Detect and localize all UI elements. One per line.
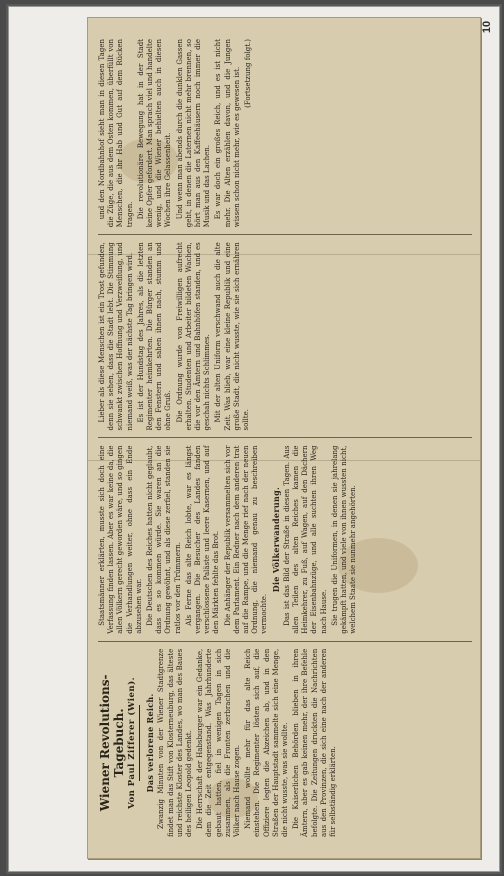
article-paragraph: Die Kaiserlichen Behörden blieben in ihren Ämtern, aber es gab keinen mehr, der ihre Befehle befolgte. Die Zeitungen druckten die Nachrichten aus den Provinzen, die sich eine nach der anderen für selbständig erklärten. [292, 648, 338, 837]
article-paragraph: Lieber als diese Menschen ist ein Trost gefunden, denn sie sehen, dass die Stadt lebt. Die Stimmung schwankt zwischen Hoffnung und Verzweiflung, und niemand weiß, was der nächste Tag bringen wird. [98, 242, 134, 431]
article-paragraph: Es ist der Hundstag des Jahres, als die letzten Regimenter heimkehrten. Die Bürger standen an den Fenstern und sahen ihnen nach, stumm und ohne Gruß. [136, 242, 173, 431]
article-paragraph: und den Nordbahnhof sieht man in diesen Tagen die Züge, die aus dem Osten kommen, überfüllt von Menschen, die ihr Hab und Gut auf dem Rücken tragen. [98, 39, 134, 228]
article-column-1 [98, 641, 472, 844]
section-subhead: Die Völkerwanderung. [270, 486, 281, 593]
article-paragraph: Die Anhänger der Republik versammelten sich vor dem Parlament. Ein Redner nach dem anderen trat auf die Rampe, und die Menge rief nach der neuen Ordnung, die niemand genau zu beschreiben vermochte. [223, 445, 269, 634]
article-paragraph: Und wenn man abends durch die dunklen Gassen geht, in denen die Laternen nicht mehr brennen, so hört man aus den Kaffeehäusern noch immer die Musik und das Lachen. [175, 39, 212, 228]
article-paragraph: Das ist das Bild der Straße in diesen Tagen. Aus allen Teilen des alten Reiches kamen die Heimkehrer, zu Fuß, auf Wagen, auf den Dächern der Eisenbahnzüge, und alle suchten ihren Weg nach Hause. [282, 445, 328, 634]
article-headline: Wiener Revolutions-Tagebuch. [98, 674, 126, 812]
article-paragraph: Die Herrschaft der Habsburger war ein Gedanke, dem die Zeit entgegenstand. Was Jahrhunderte gebaut hatten, fiel in wenigen Tagen in sich zusammen, als die Fronten zerbrachen und die Völker nach Hause zogen. [196, 648, 242, 837]
article-byline: Von Paul Zifferer (Wien). [127, 676, 137, 809]
article-paragraph: Die revolutionäre Bewegung hat in der Stadt keine Opfer gefordert. Man sprach viel und handelte wenig, und die Wiener behielten auch in diesen Wochen ihre Gelassenheit. [136, 39, 173, 228]
mounting-board [8, 6, 500, 872]
newspaper-clipping [87, 17, 481, 859]
article-column-4 [98, 32, 472, 234]
page-number: 10 [480, 20, 493, 34]
article-paragraph: Sie trugen die Uniformen, in denen sie jahrelang gekämpft hatten, und viele von ihnen wussten nicht, welchem Staate sie nunmehr angehörten. [330, 445, 358, 634]
article-paragraph: Die Ordnung wurde von Freiwilligen aufrecht erhalten. Studenten und Arbeiter bildeten Wachen, die vor den Ämtern und Bahnhöfen standen, und es geschah nichts Schlimmes. [175, 242, 212, 431]
section-subhead: Das verlorene Reich. [145, 693, 156, 793]
rotated-article [88, 18, 480, 858]
headline-rule [139, 705, 140, 780]
article-column-3 [98, 234, 472, 437]
continuation-note: (Fortsetzung folgt.) [244, 39, 253, 108]
article-paragraph: Staatsmänner erklärten, musste sich doch eine Verfassung finden lassen. Aber es war keine da, die allen Völkern gerecht geworden wäre, und so gingen die Verhandlungen weiter, ohne dass ein Ende abzusehen war. [98, 445, 143, 634]
article-column-2 [98, 438, 472, 641]
article-paragraph: Niemand wollte mehr für das alte Reich einstehen. Die Regimenter lösten sich auf, die Offiziere legten die Abzeichen ab, und in den Straßen der Hauptstadt sammelte sich eine Menge, die nicht wusste, was sie wollte. [244, 648, 290, 837]
article-paragraph: Es war doch ein großes Reich, und es ist nicht mehr. Die Alten erzählen davon, und die Jungen wissen schon nicht mehr, wie es gewesen ist. [214, 39, 241, 228]
article-paragraph: Die Deutschen des Reiches hatten nicht geglaubt, dass es so kommen würde. Sie waren an die Ordnung gewöhnt, und als diese zerfiel, standen sie ratlos vor den Trümmern. [146, 445, 182, 634]
article-paragraph: Zwanzig Minuten von der Wiener Stadtgrenze findet man das Stift von Klosterneuburg, das älteste und reichste Kloster des Landes, wo man des Baues des heiligen Leopold gedenkt. [157, 648, 194, 837]
article-paragraph: Als Ferne das alte Reich lobte, war es längst vergangen. Die Besucher des Landes fanden verschlossene Paläste und leere Kasernen, und auf den Märkten fehlte das Brot. [184, 445, 221, 634]
article-paragraph: Mit der alten Uniform verschwand auch die alte Zeit. Was blieb, war eine kleine Republik und eine große Stadt, die nicht wusste, wie sie sich ernähren sollte. [214, 242, 251, 431]
